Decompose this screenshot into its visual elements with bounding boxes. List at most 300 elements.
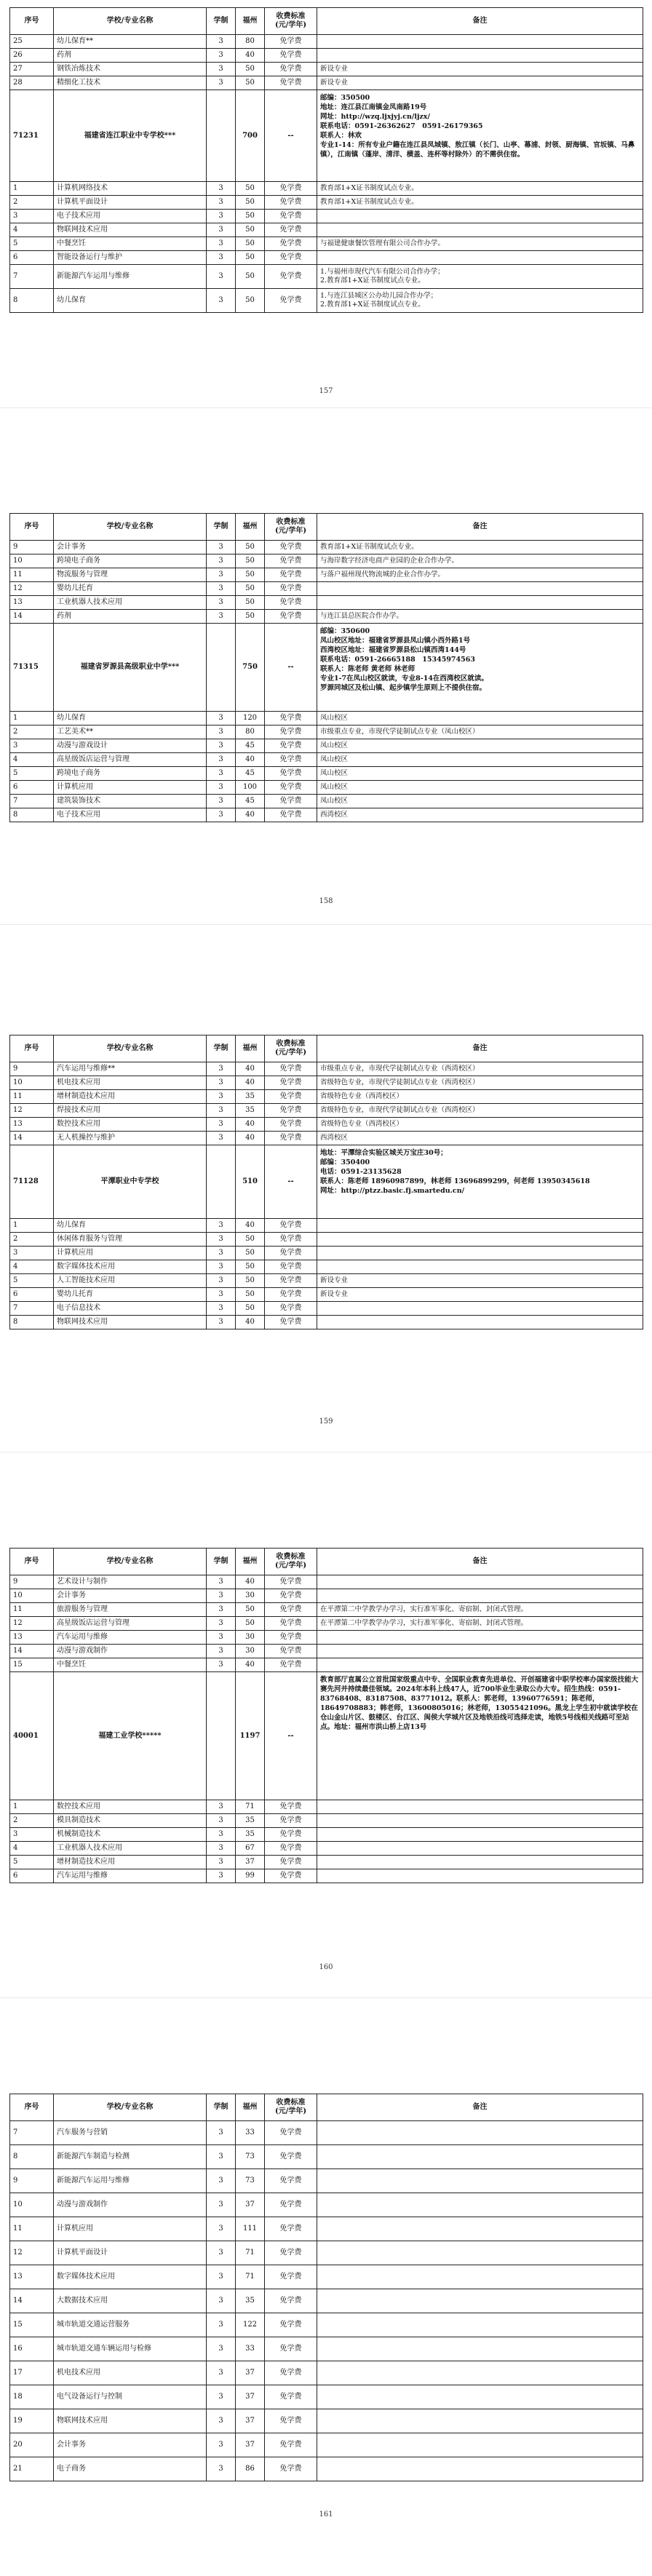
cell-seq: 14	[10, 610, 54, 624]
cell-name: 婴幼儿托育	[54, 582, 207, 596]
cell-years: 3	[207, 76, 236, 90]
cell-fee: 免学费	[265, 2169, 317, 2193]
cell-remark	[317, 251, 643, 265]
cell-years: 3	[207, 2457, 236, 2481]
cell-fee: 免学费	[265, 1260, 317, 1274]
cell-seq: 19	[10, 2409, 54, 2433]
cell-name: 电子商务	[54, 2457, 207, 2481]
cell-years: 3	[207, 1575, 236, 1589]
cell-name: 数字媒体技术应用	[54, 2265, 207, 2289]
cell-count: 37	[236, 2409, 265, 2433]
header-remark: 备注	[317, 1035, 643, 1062]
cell-name: 电气设备运行与控制	[54, 2385, 207, 2409]
cell-count: 40	[236, 1658, 265, 1672]
header-seq: 序号	[10, 1549, 54, 1575]
cell-seq: 17	[10, 2361, 54, 2385]
header-remark: 备注	[317, 2094, 643, 2121]
cell-name: 跨境电子商务	[54, 554, 207, 568]
cell-fee: 免学费	[265, 1288, 317, 1302]
cell-fee: 免学费	[265, 610, 317, 624]
cell-seq: 20	[10, 2433, 54, 2457]
cell-fee: 免学费	[265, 795, 317, 808]
cell-remark: 与海岸数字经济电商产业园的企业合作办学。	[317, 554, 643, 568]
cell-name: 电子技术应用	[54, 808, 207, 822]
header-major: 学校/专业名称	[54, 1549, 207, 1575]
cell-fee: 免学费	[265, 1132, 317, 1145]
cell-remark	[317, 1800, 643, 1814]
cell-fee: 免学费	[265, 582, 317, 596]
cell-seq: 8	[10, 289, 54, 313]
cell-count: 50	[236, 1260, 265, 1274]
cell-remark	[317, 223, 643, 237]
cell-name: 艺术设计与制作	[54, 1575, 207, 1589]
table-row	[10, 781, 643, 795]
header-remark: 备注	[317, 1549, 643, 1575]
cell-remark	[317, 1260, 643, 1274]
cell-count: 50	[236, 596, 265, 610]
cell-seq: 13	[10, 2265, 54, 2289]
cell-seq: 7	[10, 265, 54, 289]
cell-years: 3	[207, 2169, 236, 2193]
cell-years: 3	[207, 1814, 236, 1828]
cell-fee: 免学费	[265, 2409, 317, 2433]
cell-remark	[317, 582, 643, 596]
cell-remark	[317, 1869, 643, 1883]
cell-fee: 免学费	[265, 541, 317, 554]
cell-fee: 免学费	[265, 2361, 317, 2385]
table-row	[10, 210, 643, 223]
cell-count: 50	[236, 76, 265, 90]
cell-years: 3	[207, 739, 236, 753]
cell-count: 37	[236, 1856, 265, 1869]
cell-remark	[317, 2409, 643, 2433]
cell-count: 40	[236, 1316, 265, 1329]
cell-fee: 免学费	[265, 554, 317, 568]
cell-name: 高星级饭店运营与管理	[54, 1617, 207, 1631]
cell-fee: 免学费	[265, 1233, 317, 1247]
cell-count: 50	[236, 582, 265, 596]
cell-years: 3	[207, 2241, 236, 2265]
table-row	[10, 1316, 643, 1329]
cell-remark: 1.与连江县城区公办幼儿园合作办学； 2.教育部1+X证书制度试点专业。	[317, 289, 643, 313]
cell-seq: 11	[10, 568, 54, 582]
cell-name: 幼儿保育	[54, 1219, 207, 1233]
cell-remark: 教育部1+X证书制度试点专业。	[317, 182, 643, 196]
cell-name: 中餐烹饪	[54, 237, 207, 251]
cell-count: 40	[236, 1575, 265, 1589]
cell-seq: 28	[10, 76, 54, 90]
cell-name: 智能设备运行与维护	[54, 251, 207, 265]
table-body	[10, 1062, 643, 1329]
table-header-row	[10, 514, 643, 541]
cell-years: 3	[207, 1233, 236, 1247]
cell-remark: 凤山校区	[317, 753, 643, 767]
table-row	[10, 196, 643, 210]
cell-years: 3	[207, 1062, 236, 1076]
cell-count: 40	[236, 1076, 265, 1090]
cell-seq: 9	[10, 1062, 54, 1076]
table-row	[10, 596, 643, 610]
cell-count: 50	[236, 289, 265, 313]
cell-remark: 与连江县总医院合作办学。	[317, 610, 643, 624]
header-fee: 收费标准 (元/学年)	[265, 1549, 317, 1575]
cell-count: 35	[236, 1814, 265, 1828]
cell-remark	[317, 1631, 643, 1645]
cell-remark	[317, 1302, 643, 1316]
cell-name: 增材制造技术应用	[54, 1090, 207, 1104]
cell-count: 50	[236, 237, 265, 251]
cell-name: 会计事务	[54, 2433, 207, 2457]
table-row	[10, 1219, 643, 1233]
cell-seq: 14	[10, 1645, 54, 1658]
cell-years: 3	[207, 1645, 236, 1658]
table-row	[10, 1104, 643, 1118]
table-row	[10, 2289, 643, 2313]
cell-fee: 免学费	[265, 2145, 317, 2169]
cell-count: 50	[236, 210, 265, 223]
cell-remark: 教育部1+X证书制度试点专业。	[317, 196, 643, 210]
cell-seq: 11	[10, 2217, 54, 2241]
cell-name: 计算机应用	[54, 1247, 207, 1260]
cell-years: 3	[207, 1288, 236, 1302]
cell-fee: 免学费	[265, 2457, 317, 2481]
cell-years: 3	[207, 182, 236, 196]
cell-seq: 7	[10, 1302, 54, 1316]
cell-seq: 15	[10, 1658, 54, 1672]
cell-fee: 免学费	[265, 251, 317, 265]
header-fuzhou: 福州	[236, 2094, 265, 2121]
header-fee: 收费标准 (元/学年)	[265, 8, 317, 35]
table-row	[10, 182, 643, 196]
cell-name: 动漫与游戏制作	[54, 1645, 207, 1658]
cell-name: 动漫与游戏制作	[54, 2193, 207, 2217]
cell-fee: 免学费	[265, 2217, 317, 2241]
cell-years: 3	[207, 196, 236, 210]
cell-remark	[317, 2145, 643, 2169]
cell-count: 100	[236, 781, 265, 795]
cell-count: 99	[236, 1869, 265, 1883]
cell-name: 工艺美术**	[54, 726, 207, 739]
table-row	[10, 2361, 643, 2385]
cell-years: 3	[207, 1076, 236, 1090]
cell-count: 111	[236, 2217, 265, 2241]
cell-name: 跨境电子商务	[54, 767, 207, 781]
cell-name: 计算机应用	[54, 2217, 207, 2241]
cell-count: 50	[236, 1233, 265, 1247]
cell-remark: 省级特色专业，市现代学徒制试点专业（西湾校区）	[317, 1076, 643, 1090]
cell-remark: 市级重点专业，市现代学徒制试点专业（西湾校区）	[317, 1062, 643, 1076]
cell-count: 37	[236, 2193, 265, 2217]
cell-seq: 10	[10, 1076, 54, 1090]
cell-seq: 25	[10, 35, 54, 49]
table-row	[10, 739, 643, 753]
table-row	[10, 63, 643, 76]
cell-count: 45	[236, 739, 265, 753]
cell-seq: 5	[10, 1856, 54, 1869]
cell-remark	[317, 2433, 643, 2457]
cell-years: 3	[207, 808, 236, 822]
cell-name: 药剂	[54, 49, 207, 63]
cell-count: 37	[236, 2361, 265, 2385]
cell-seq: 10	[10, 2193, 54, 2217]
cell-count: 40	[236, 1219, 265, 1233]
header-fuzhou: 福州	[236, 1549, 265, 1575]
cell-remark	[317, 210, 643, 223]
cell-seq: 10	[10, 554, 54, 568]
cell-count: 50	[236, 554, 265, 568]
cell-seq: 11	[10, 1603, 54, 1617]
cell-seq: 18	[10, 2385, 54, 2409]
page-number: 158	[319, 897, 333, 905]
table-row	[10, 1302, 643, 1316]
cell-remark	[317, 2313, 643, 2337]
cell-years: 3	[207, 1274, 236, 1288]
cell-fee: 免学费	[265, 1800, 317, 1814]
cell-fee: 免学费	[265, 1247, 317, 1260]
table-row	[10, 1645, 643, 1658]
cell-name: 电子信息技术	[54, 1302, 207, 1316]
cell-years: 3	[207, 726, 236, 739]
school-row	[10, 90, 643, 182]
cell-years	[207, 90, 236, 182]
cell-name: 旅游服务与管理	[54, 1603, 207, 1617]
cell-name: 物联网技术应用	[54, 2409, 207, 2433]
cell-count: 50	[236, 265, 265, 289]
cell-fee: 免学费	[265, 753, 317, 767]
cell-years: 3	[207, 1869, 236, 1883]
table-row	[10, 1274, 643, 1288]
cell-remark: 凤山校区	[317, 767, 643, 781]
cell-years: 3	[207, 251, 236, 265]
cell-years: 3	[207, 49, 236, 63]
table-row	[10, 712, 643, 726]
cell-fee: 免学费	[265, 1104, 317, 1118]
cell-seq: 2	[10, 1233, 54, 1247]
cell-fee: 免学费	[265, 2313, 317, 2337]
cell-name: 高星级饭店运营与管理	[54, 753, 207, 767]
cell-count: 35	[236, 1828, 265, 1842]
table-row	[10, 1076, 643, 1090]
cell-name: 平潭职业中专学校	[54, 1145, 207, 1219]
cell-count: 71	[236, 2241, 265, 2265]
cell-years: 3	[207, 2433, 236, 2457]
cell-remark	[317, 2193, 643, 2217]
cell-seq: 12	[10, 1617, 54, 1631]
table-row	[10, 541, 643, 554]
cell-count: 35	[236, 2289, 265, 2313]
school-row	[10, 624, 643, 712]
cell-name: 模具制造技术	[54, 1814, 207, 1828]
enrollment-table	[9, 1035, 643, 1329]
table-header-row	[10, 1549, 643, 1575]
cell-fee: 免学费	[265, 739, 317, 753]
cell-remark	[317, 2337, 643, 2361]
table-row	[10, 265, 643, 289]
cell-count: 30	[236, 1645, 265, 1658]
table-row	[10, 554, 643, 568]
cell-count: 30	[236, 1589, 265, 1603]
cell-name: 机电技术应用	[54, 2361, 207, 2385]
cell-name: 汽车运用与维修	[54, 1631, 207, 1645]
cell-fee: 免学费	[265, 1316, 317, 1329]
cell-years: 3	[207, 795, 236, 808]
cell-fee: --	[265, 1672, 317, 1800]
cell-years: 3	[207, 223, 236, 237]
cell-years: 3	[207, 237, 236, 251]
table-row	[10, 2217, 643, 2241]
cell-fee: 免学费	[265, 2385, 317, 2409]
cell-seq: 13	[10, 596, 54, 610]
cell-fee: 免学费	[265, 767, 317, 781]
cell-remark	[317, 1247, 643, 1260]
cell-name: 机电技术应用	[54, 1076, 207, 1090]
cell-years: 3	[207, 582, 236, 596]
cell-name: 物联网技术应用	[54, 223, 207, 237]
table-row	[10, 2457, 643, 2481]
cell-remark: 省级特色专业（西湾校区）	[317, 1090, 643, 1104]
cell-years: 3	[207, 265, 236, 289]
cell-fee: 免学费	[265, 2289, 317, 2313]
cell-name: 汽车运用与维修**	[54, 1062, 207, 1076]
cell-fee: 免学费	[265, 237, 317, 251]
cell-years: 3	[207, 210, 236, 223]
cell-name: 休闲体育服务与管理	[54, 1233, 207, 1247]
header-seq: 序号	[10, 1035, 54, 1062]
table-row	[10, 1828, 643, 1842]
cell-seq: 71315	[10, 624, 54, 712]
cell-years: 3	[207, 2385, 236, 2409]
cell-years: 3	[207, 1132, 236, 1145]
cell-count: 50	[236, 568, 265, 582]
cell-fee: 免学费	[265, 49, 317, 63]
cell-fee: 免学费	[265, 1842, 317, 1856]
cell-years: 3	[207, 1302, 236, 1316]
cell-remark: 西湾校区	[317, 808, 643, 822]
table-row	[10, 1589, 643, 1603]
cell-years: 3	[207, 1589, 236, 1603]
cell-count: 73	[236, 2169, 265, 2193]
table-body	[10, 541, 643, 822]
cell-name: 城市轨道交通运营服务	[54, 2313, 207, 2337]
table-row	[10, 76, 643, 90]
cell-fee: 免学费	[265, 712, 317, 726]
header-years: 学制	[207, 2094, 236, 2121]
cell-fee: 免学费	[265, 1076, 317, 1090]
cell-fee: --	[265, 624, 317, 712]
cell-remark	[317, 49, 643, 63]
cell-count: 73	[236, 2145, 265, 2169]
cell-remark: 省级特色专业，市现代学徒制试点专业（西湾校区）	[317, 1104, 643, 1118]
cell-fee: 免学费	[265, 1118, 317, 1132]
cell-count: 40	[236, 1132, 265, 1145]
cell-seq: 7	[10, 2121, 54, 2145]
header-fee: 收费标准 (元/学年)	[265, 2094, 317, 2121]
cell-count: 700	[236, 90, 265, 182]
cell-remark	[317, 2121, 643, 2145]
cell-count: 33	[236, 2337, 265, 2361]
table-row	[10, 1247, 643, 1260]
cell-fee: 免学费	[265, 1814, 317, 1828]
cell-name: 城市轨道交通车辆运用与检修	[54, 2337, 207, 2361]
cell-fee: 免学费	[265, 1658, 317, 1672]
cell-count: 40	[236, 808, 265, 822]
header-major: 学校/专业名称	[54, 1035, 207, 1062]
table-row	[10, 1090, 643, 1104]
cell-years: 3	[207, 1631, 236, 1645]
header-years: 学制	[207, 514, 236, 541]
cell-seq: 14	[10, 2289, 54, 2313]
cell-seq: 1	[10, 1219, 54, 1233]
cell-remark: 邮编：350500 地址：连江县江南镇金凤南路19号 网址：http://wzq.ljxjyj.cn/ljzx/ 联系电话：0591-26362627 0591-26179365 联系人：林欢 专业1-14：所有专业户籍在连江县凤城镇、敖江镇（长门、山亭、幕浦、封领、厨海镇、官坂镇、马鼻镇），江南镇（蓬岸、清洋、横盖、连杯等村除外）的不需供住宿。	[317, 90, 643, 182]
cell-years	[207, 1145, 236, 1219]
cell-count: 50	[236, 1617, 265, 1631]
table-row	[10, 1658, 643, 1672]
cell-remark	[317, 1575, 643, 1589]
cell-count: 37	[236, 2385, 265, 2409]
cell-remark	[317, 2289, 643, 2313]
cell-years: 3	[207, 1316, 236, 1329]
table-row	[10, 1842, 643, 1856]
table-header-row	[10, 1035, 643, 1062]
cell-fee: 免学费	[265, 1090, 317, 1104]
cell-fee: 免学费	[265, 2433, 317, 2457]
cell-seq: 8	[10, 808, 54, 822]
cell-name: 无人机操控与维护	[54, 1132, 207, 1145]
cell-name: 物联网技术应用	[54, 1316, 207, 1329]
page-number: 161	[319, 2511, 333, 2519]
table-row	[10, 1118, 643, 1132]
cell-years: 3	[207, 63, 236, 76]
table-row	[10, 1800, 643, 1814]
cell-seq: 71128	[10, 1145, 54, 1219]
cell-seq: 1	[10, 712, 54, 726]
table-row	[10, 726, 643, 739]
cell-name: 人工智能技术应用	[54, 1274, 207, 1288]
cell-fee: 免学费	[265, 1219, 317, 1233]
cell-remark: 在平潭第二中学教学办学习，实行准军事化、寄宿制、封闭式管理。	[317, 1617, 643, 1631]
cell-seq: 3	[10, 1247, 54, 1260]
cell-years: 3	[207, 781, 236, 795]
header-fee: 收费标准 (元/学年)	[265, 1035, 317, 1062]
cell-years: 3	[207, 2409, 236, 2433]
header-years: 学制	[207, 1035, 236, 1062]
cell-remark: 1.与福州市现代汽车有限公司合作办学； 2.教育部1+X证书制度试点专业。	[317, 265, 643, 289]
cell-years	[207, 624, 236, 712]
header-major: 学校/专业名称	[54, 8, 207, 35]
cell-seq: 4	[10, 1842, 54, 1856]
cell-name: 建筑装饰技术	[54, 795, 207, 808]
cell-remark	[317, 2361, 643, 2385]
table-row	[10, 1132, 643, 1145]
table-row	[10, 35, 643, 49]
cell-fee: 免学费	[265, 1062, 317, 1076]
cell-seq: 4	[10, 753, 54, 767]
cell-years: 3	[207, 1118, 236, 1132]
table-row	[10, 582, 643, 596]
header-years: 学制	[207, 8, 236, 35]
table-body	[10, 1575, 643, 1883]
cell-name: 中餐烹饪	[54, 1658, 207, 1672]
cell-remark	[317, 1645, 643, 1658]
cell-seq: 13	[10, 1118, 54, 1132]
cell-name: 计算机平面设计	[54, 196, 207, 210]
table-row	[10, 1233, 643, 1247]
enrollment-table	[9, 7, 643, 313]
cell-fee: 免学费	[265, 808, 317, 822]
cell-fee: 免学费	[265, 596, 317, 610]
cell-years: 3	[207, 1617, 236, 1631]
cell-seq: 6	[10, 1288, 54, 1302]
